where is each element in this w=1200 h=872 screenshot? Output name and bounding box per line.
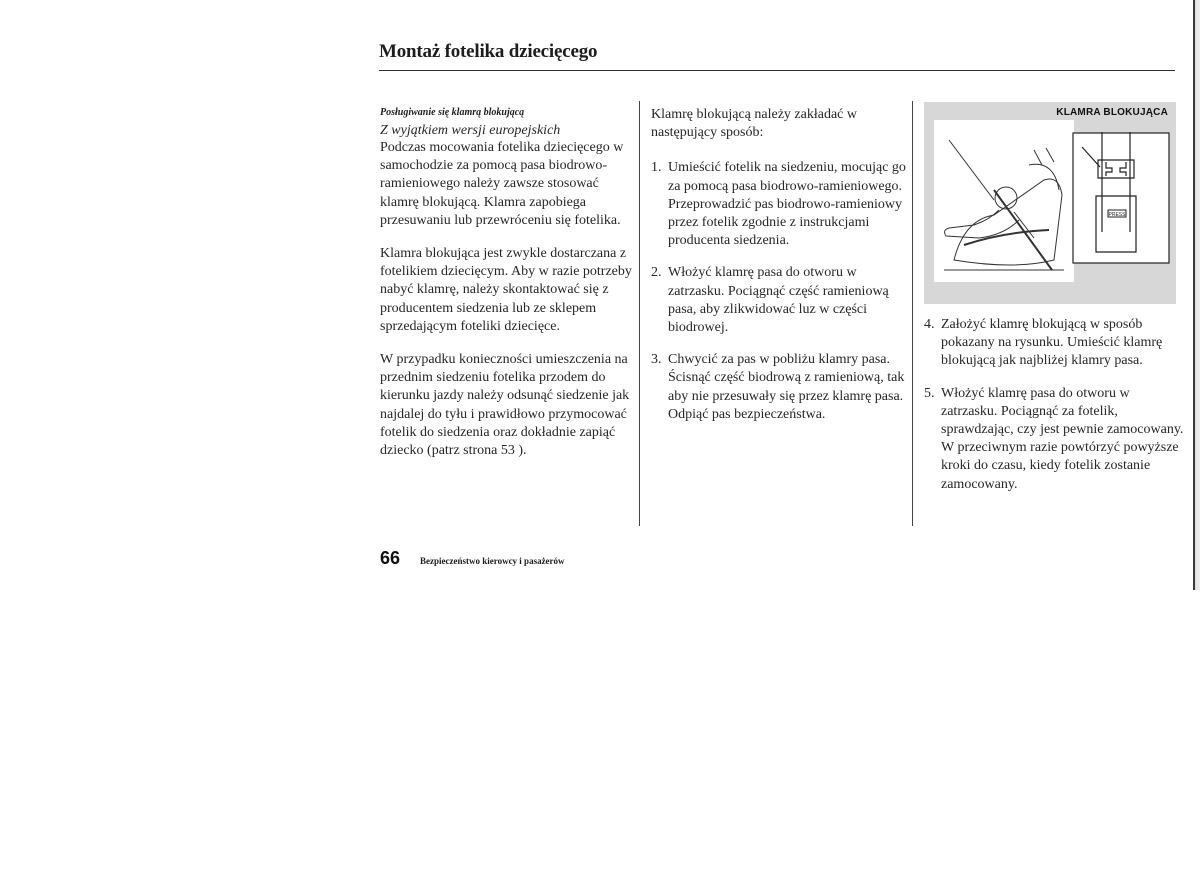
step-text: Chwycić za pas w pobliżu klamry pasa. Ścisnąć część biodrową z ramieniową, tak aby nie przesuwały się przez klamrę pasa. Odpiąć pas bezpieczeństwa. [668, 352, 905, 422]
column-3 [924, 316, 1186, 508]
column-divider-2 [912, 101, 913, 526]
section-footer: Bezpieczeństwo kierowcy i pasażerów [420, 556, 565, 566]
list-item [651, 264, 909, 337]
section-subsubheading: Z wyjątkiem wersji europejskich [380, 123, 561, 138]
step-text: Założyć klamrę blokującą w sposób pokazany na rysunku. Umieścić klamrę blokującą jak najbliżej klamry pasa. [941, 317, 1163, 369]
column-2 [651, 106, 909, 438]
page-title: Montaż fotelika dziecięcego [379, 41, 598, 62]
section-subheading: Posługiwanie się klamrą blokującą [380, 107, 525, 118]
step-text: Włożyć klamrę pasa do otworu w zatrzasku. Pociągnąć za fotelik, sprawdzając, czy jest pewnie zamocowany. W przeciwnym razie powtórzyć powyższe kroki do czasu, kiedy fotelik zostanie zamocowany. [941, 385, 1184, 492]
list-item [651, 351, 909, 424]
child-seat-drawing [934, 120, 1074, 282]
paragraph-intro: Podczas mocowania fotelika dziecięcego w samochodzie za pomocą pasa biodrowo-ramieniowego należy zawsze stosować klamrę blokującą. Klamra zapobiega przesuwaniu lub przewróceniu się fotelika. [380, 140, 624, 228]
step-number: 5. [924, 385, 935, 401]
step-number: 2. [651, 265, 662, 281]
column-divider-1 [639, 101, 640, 526]
steps-intro: Klamrę blokującą należy zakładać w następujący sposób: [651, 107, 858, 141]
list-item [651, 159, 909, 250]
column-1 [380, 106, 632, 475]
steps-list-2 [924, 316, 1186, 494]
step-number: 4. [924, 317, 935, 332]
step-text: Włożyć klamrę pasa do otworu w zatrzasku. Pociągnąć część ramieniową pasa, aby zlikwidować luz w części biodrowej. [668, 265, 889, 336]
paragraph-2: Klamra blokująca jest zwykle dostarczana z fotelikiem dziecięcym. Aby w razie potrzeby nabyć klamrę, należy skontaktować się z producentem siedzenia lub ze sklepem sprzedającym foteliki dziecięce. [380, 246, 632, 334]
step-number: 1. [651, 160, 662, 176]
paragraph-3: W przypadku konieczności umieszczenia na przednim siedzeniu fotelika przodem do kierunku jazdy należy odsunąć siedzenie jak najdalej do tyłu i prawidłowo przymocować fotelik do siedzenia oraz dokładnie zapiąć dziecko (patrz strona 53 ). [380, 352, 630, 459]
locking-clip-illustration [924, 102, 1176, 304]
page-edge-line [1193, 0, 1195, 590]
buckle-detail-drawing [1072, 132, 1172, 297]
step-number: 3. [651, 352, 662, 368]
list-item [924, 316, 1186, 371]
figure-caption: KLAMRA BLOKUJĄCA [1056, 107, 1168, 118]
figure-panel [934, 120, 1074, 282]
press-label: PRESS [1108, 212, 1126, 218]
title-rule [379, 70, 1175, 71]
steps-list-1 [651, 159, 909, 424]
page-number: 66 [380, 548, 401, 568]
list-item [924, 385, 1186, 494]
step-text: Umieścić fotelik na siedzeniu, mocując go za pomocą pasa biodrowo-ramieniowego. Przeprowadzić pas biodrowo-ramieniowy przez fotelik zgodnie z instrukcjami producenta siedzenia. [668, 160, 906, 249]
